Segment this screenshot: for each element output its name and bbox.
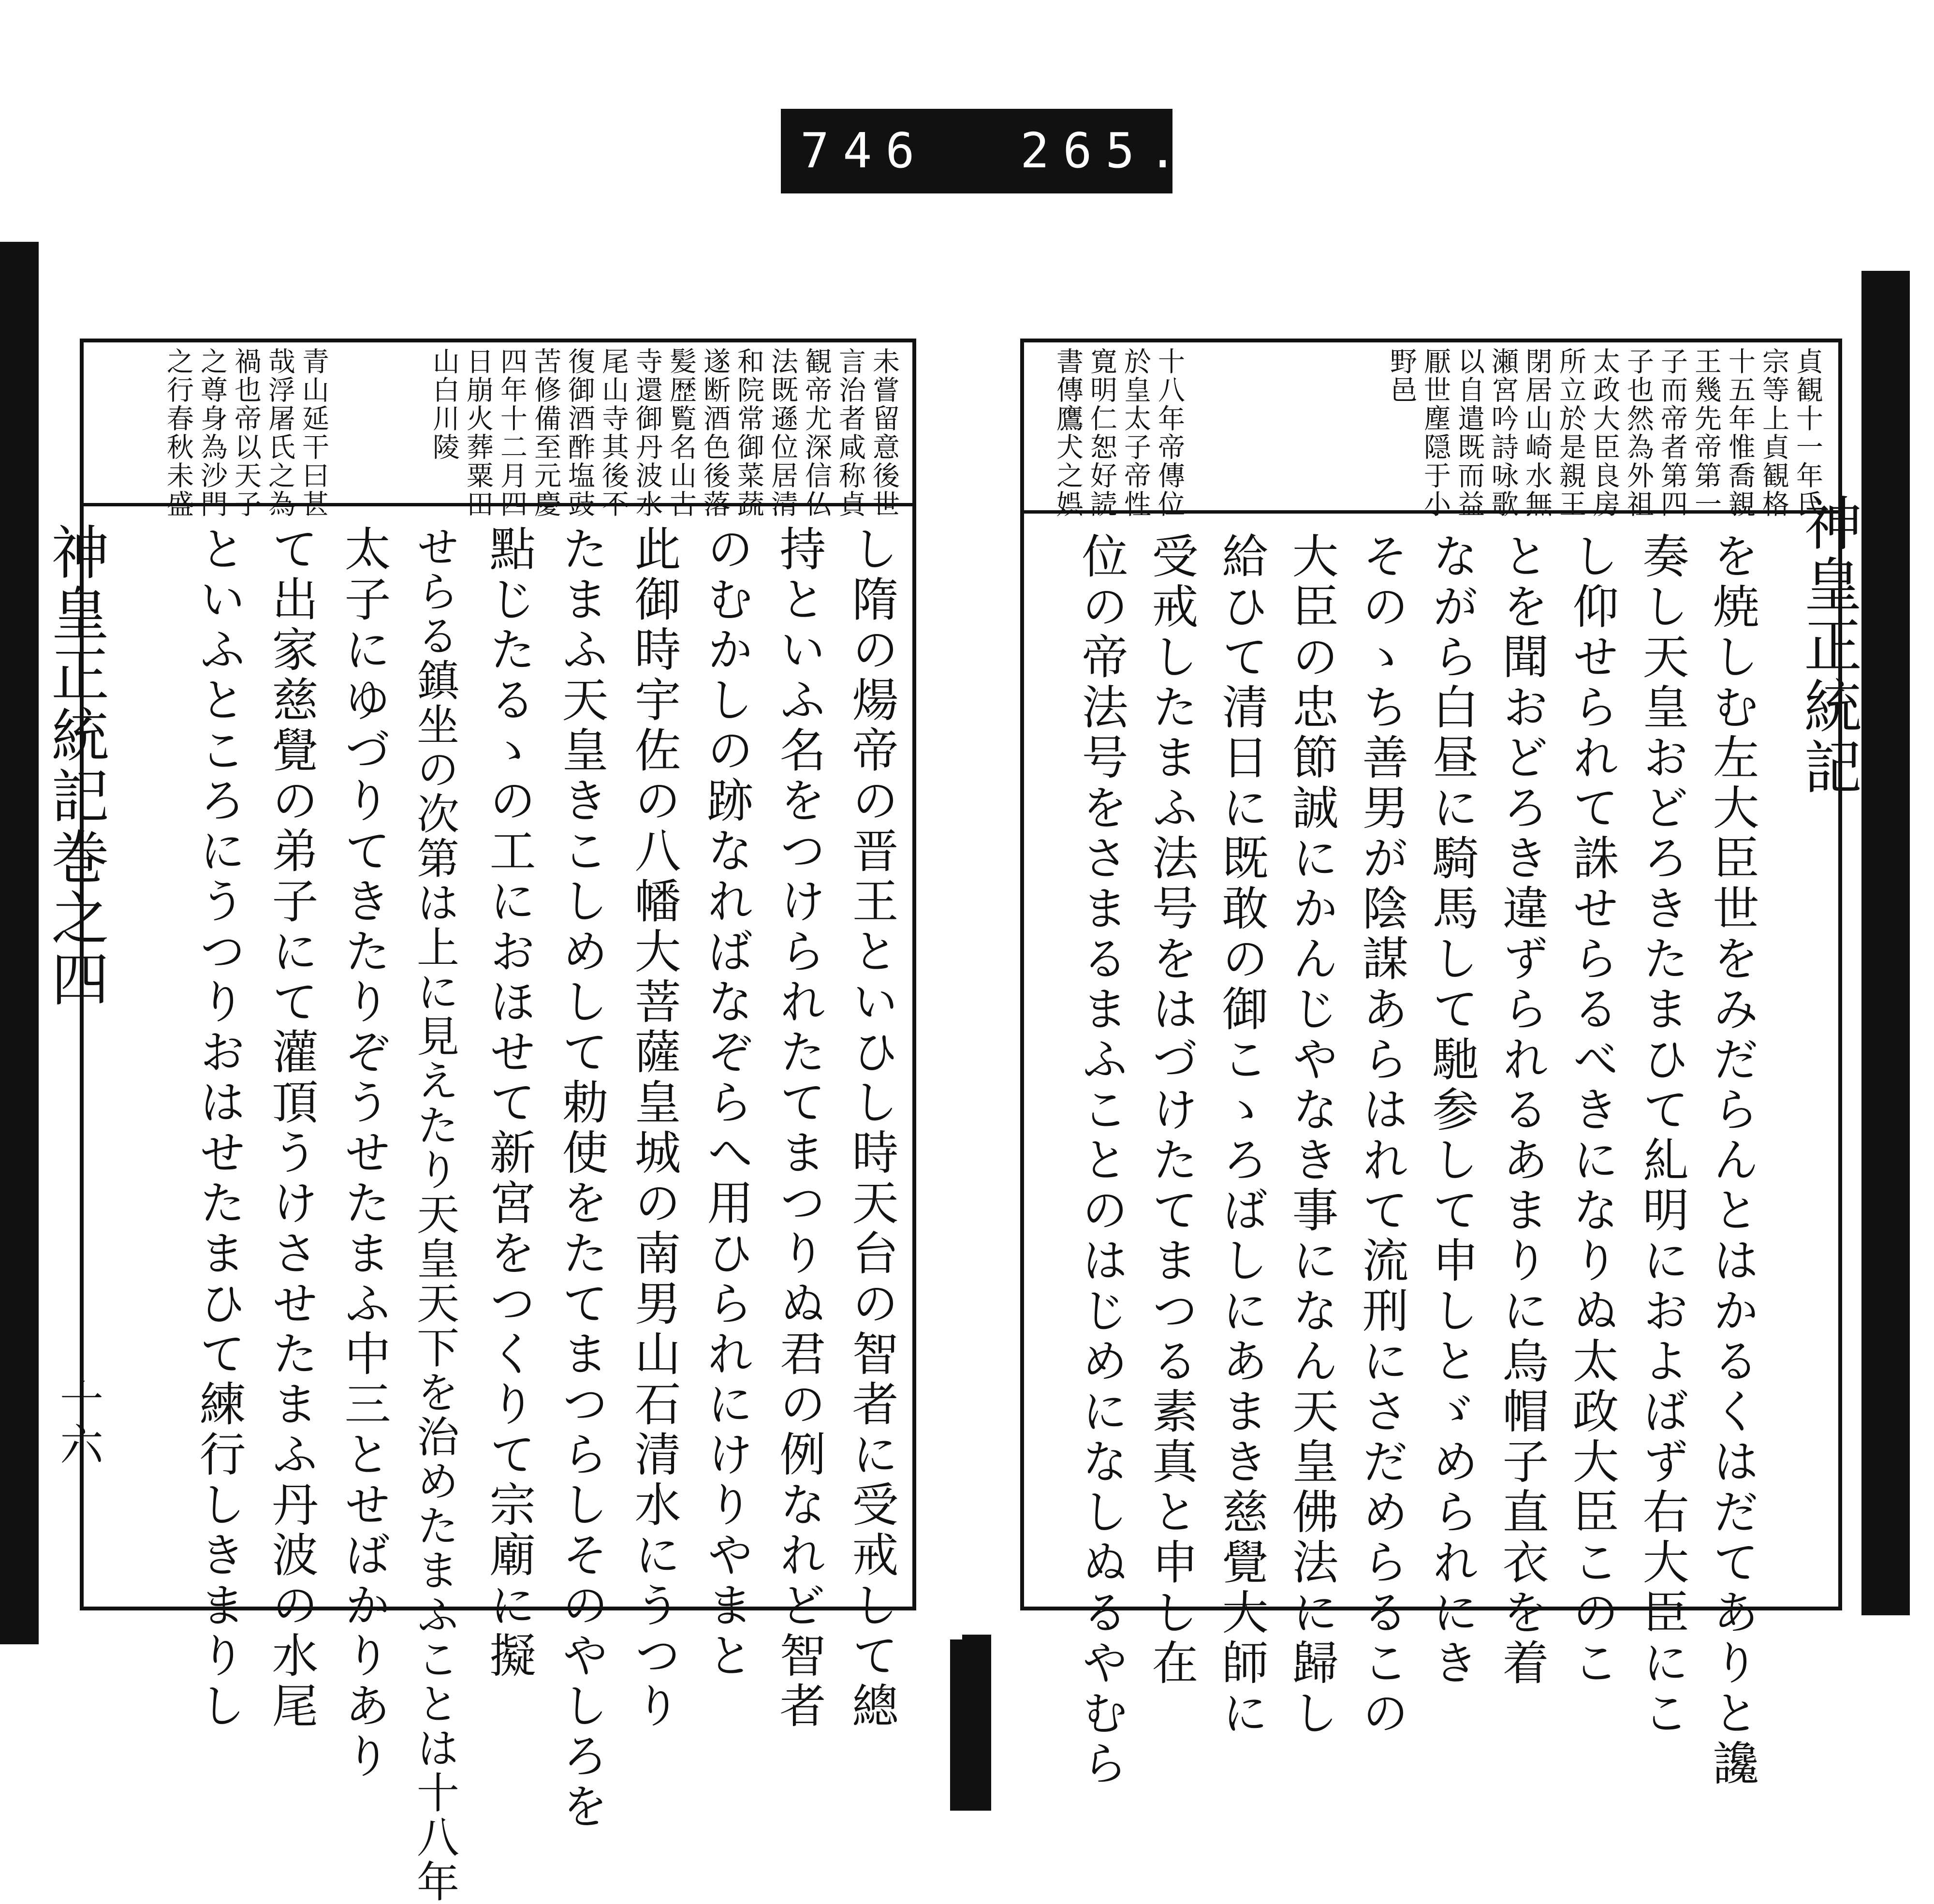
annotation-column: 観帝尤深信仏 <box>801 347 832 518</box>
text-column: ながら白昼に騎馬して馳参して申しとゞめられにき <box>1425 532 1479 1689</box>
text-column: 受戒したまふ法号をはづけたてまつる素真と申し在 <box>1144 532 1199 1689</box>
annotation-column: 之行春秋未盛 <box>162 347 194 518</box>
text-column: 大臣の忠節誠にかんじやなき事になん天皇佛法に歸し <box>1285 532 1339 1739</box>
text-column: 給ひて清日に既敢の御こゝろばしにあまき慈覺大師に <box>1215 532 1269 1739</box>
right-cover-edge <box>1861 271 1910 1615</box>
annotation-column: 寛明仁恕好読 <box>1086 347 1117 518</box>
annotation-column: 復御酒酢塩豉 <box>564 347 595 518</box>
annotation-column: 瀬宮吟詩咏歌 <box>1487 347 1519 518</box>
text-column: 太子にゆづりてきたりぞうせたまふ中三とせばかりあり <box>337 525 391 1782</box>
annotation-column: 山白川陵 <box>428 347 460 461</box>
right-page-header: 神皇正統記 <box>1794 493 1861 798</box>
annotation-column: 王幾先帝第一 <box>1690 347 1722 518</box>
annotation-column: 日崩火葬粟田 <box>462 347 494 518</box>
text-column: のむかしの跡なればなぞらへ用ひられにけりやまと <box>700 525 754 1682</box>
text-column: せらる鎮坐の次第は上に見えたり天皇天下を治めたまふことは十八年 <box>410 525 460 1904</box>
text-column: 此御時宇佐の八幡大菩薩皇城の南男山石清水にうつり <box>627 525 681 1732</box>
annotation-column: 厭世塵隠于小 <box>1420 347 1451 518</box>
text-column: し仰せられて誅せらるべきになりぬ太政大臣このこ <box>1565 532 1619 1689</box>
annotation-column: 野邑 <box>1386 347 1417 404</box>
annotation-column: 太政大臣良房 <box>1589 347 1620 518</box>
text-column: 位の帝法号をさまるまふことのはじめになしぬるやむら <box>1074 532 1128 1789</box>
annotation-column: 十五年惟喬親 <box>1724 347 1756 518</box>
annotation-column: 和院常御菜蔬 <box>733 347 764 518</box>
annotation-column: 言治者咸称貞 <box>835 347 866 518</box>
annotation-column: 子而帝者第四 <box>1656 347 1688 518</box>
annotation-column: 哉浮屠氏之為 <box>264 347 295 518</box>
text-column: し隋の煬帝の晋王といひし時天台の智者に受戒して總 <box>845 525 899 1732</box>
label-number-left: 746 <box>800 122 928 179</box>
text-column: たまふ天皇きこしめして勅使をたてまつらしそのやしろを <box>555 525 609 1832</box>
annotation-column: 四年十二月四 <box>496 347 527 518</box>
folio-number: 十六 <box>52 1378 103 1465</box>
annotation-column: 禍也帝以天子 <box>230 347 262 518</box>
annotation-column: 閉居山崎水無 <box>1521 347 1553 518</box>
call-number-label <box>781 109 1191 193</box>
label-number-right: 265. <box>1020 122 1191 179</box>
annotation-column: 以自遣既而益 <box>1453 347 1485 518</box>
annotation-column: 書傳鷹犬之娯 <box>1052 347 1084 518</box>
left-cover-edge <box>0 242 39 1644</box>
annotation-column: 未嘗留意後世 <box>868 347 900 518</box>
text-column: 奏し天皇おどろきたまひて糺明におよばず右大臣にこ <box>1635 532 1689 1739</box>
annotation-column: 法既遜位居清 <box>767 347 798 518</box>
annotation-column: 苦修備至元慶 <box>530 347 561 518</box>
annotation-column: 青山延干曰甚 <box>298 347 329 518</box>
annotation-column: 髪歴覧名山古 <box>665 347 697 518</box>
annotation-column: 宗等上貞観格 <box>1758 347 1789 518</box>
center-binding <box>950 1635 991 1811</box>
annotation-column: 尾山寺其後不 <box>598 347 629 518</box>
annotation-column: 所立於是親王 <box>1555 347 1586 518</box>
annotation-column: 於皇太子帝性 <box>1120 347 1151 518</box>
annotation-column: 貞観十一年氏 <box>1792 347 1823 518</box>
annotation-column: 寺還御丹波水 <box>631 347 663 518</box>
annotation-column: 遂断酒色後落 <box>699 347 731 518</box>
annotation-column: 十八年帝傳位 <box>1154 347 1185 518</box>
text-column: て出家慈覺の弟子にて灌頂うけさせたまふ丹波の水尾 <box>264 525 319 1732</box>
annotation-column: 子也然為外祖 <box>1623 347 1654 518</box>
text-column: 持といふ名をつけられたてまつりぬ君の例なれど智者 <box>772 525 826 1732</box>
book-title-margin: 神皇正統記巻之四 <box>42 522 109 1010</box>
text-column: を焼しむ左大臣世をみだらんとはかるくはだてありと讒 <box>1705 532 1759 1789</box>
text-column: そのゝち善男が陰謀あらはれて流刑にさだめらるこの <box>1355 532 1409 1739</box>
text-column: といふところにうつりおはせたまひて練行しきまりし <box>192 525 246 1732</box>
annotation-column: 之尊身為沙門 <box>196 347 228 518</box>
text-column: 點じたるゝの工におほせて新宮をつくりて宗廟に擬 <box>482 525 536 1682</box>
text-column: とを聞おどろき違ずられるあまりに烏帽子直衣を着 <box>1495 532 1549 1689</box>
